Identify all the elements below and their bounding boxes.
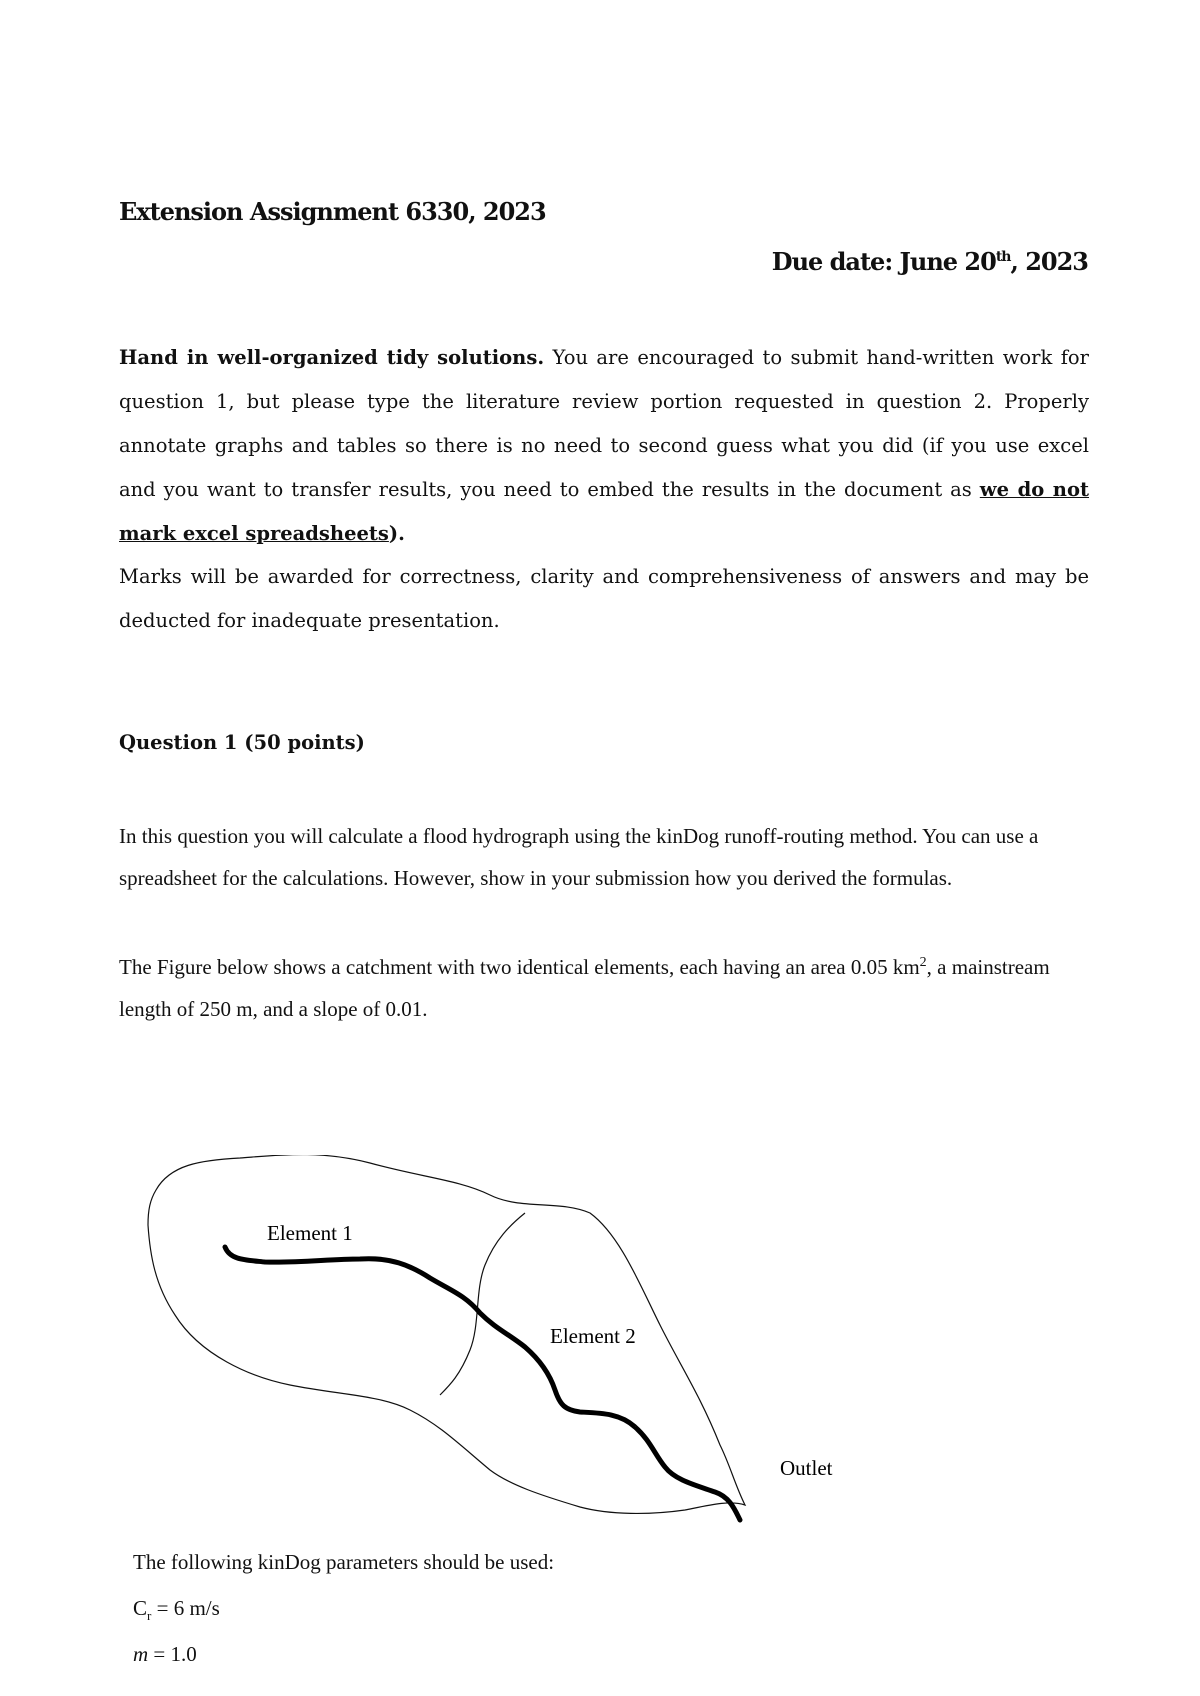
param-m-value: = 1.0 bbox=[148, 1642, 197, 1666]
param-cr-sub: r bbox=[147, 1608, 152, 1624]
due-date-suffix: , 2023 bbox=[1010, 247, 1088, 276]
params-intro-text: The following kinDog parameters should be used: bbox=[133, 1550, 555, 1574]
intro-text-a: You are encouraged to submit hand-written work for question 1, but please type the literature review portion requested in question 2. Properly annotate graphs and tables so there is no need to second guess what you did (if you use excel and you want to transfer results, you need to embed the results in the document as bbox=[119, 346, 1089, 501]
question1-heading bbox=[119, 731, 365, 754]
intro-underlined: we do not mark excel spreadsheets bbox=[119, 478, 1089, 545]
title-text: Extension Assignment 6330, 2023 bbox=[119, 197, 546, 226]
intro-bold-lead: Hand in well-organized tidy solutions. bbox=[119, 346, 545, 369]
question1-para2-sup: 2 bbox=[919, 955, 927, 970]
marks-paragraph bbox=[119, 555, 1089, 643]
question1-para2-text-a: The Figure below shows a catchment with two identical elements, each having an area 0.05 km bbox=[119, 955, 920, 979]
catchment-boundary bbox=[148, 1155, 745, 1513]
param-m-symbol: m bbox=[133, 1642, 149, 1666]
param-cr-value: = 6 m/s bbox=[151, 1596, 220, 1620]
question1-para1-text: In this question you will calculate a flood hydrograph using the kinDog runoff-routing method. You can use a spreadsheet for the calculations. However, show in your submission how you derived the formulas. bbox=[119, 824, 1039, 890]
question1-para2 bbox=[119, 942, 1089, 1030]
params-intro bbox=[133, 1550, 554, 1575]
marks-text: Marks will be awarded for correctness, clarity and comprehensiveness of answers and may be deducted for inadequate presentation. bbox=[119, 565, 1089, 632]
element2-label: Element 2 bbox=[550, 1324, 636, 1348]
param-cr bbox=[133, 1596, 220, 1624]
outlet-label: Outlet bbox=[780, 1456, 833, 1480]
due-date bbox=[772, 247, 1088, 276]
intro-text-b: ). bbox=[388, 522, 405, 545]
element-divide bbox=[440, 1213, 525, 1395]
question1-para1 bbox=[119, 816, 1089, 899]
question1-para2-text-b: , a mainstream length of 250 m, and a slope of 0.01. bbox=[119, 955, 1050, 1021]
param-cr-symbol: C bbox=[133, 1596, 148, 1620]
main-stream bbox=[225, 1247, 740, 1520]
document-title bbox=[119, 197, 546, 226]
due-date-sup: th bbox=[995, 249, 1011, 265]
catchment-figure bbox=[140, 1155, 860, 1525]
param-m bbox=[133, 1642, 197, 1667]
element1-label: Element 1 bbox=[267, 1221, 353, 1245]
intro-paragraph bbox=[119, 336, 1089, 556]
due-date-prefix: Due date: June 20 bbox=[771, 247, 996, 276]
question1-heading-text: Question 1 (50 points) bbox=[119, 731, 365, 754]
